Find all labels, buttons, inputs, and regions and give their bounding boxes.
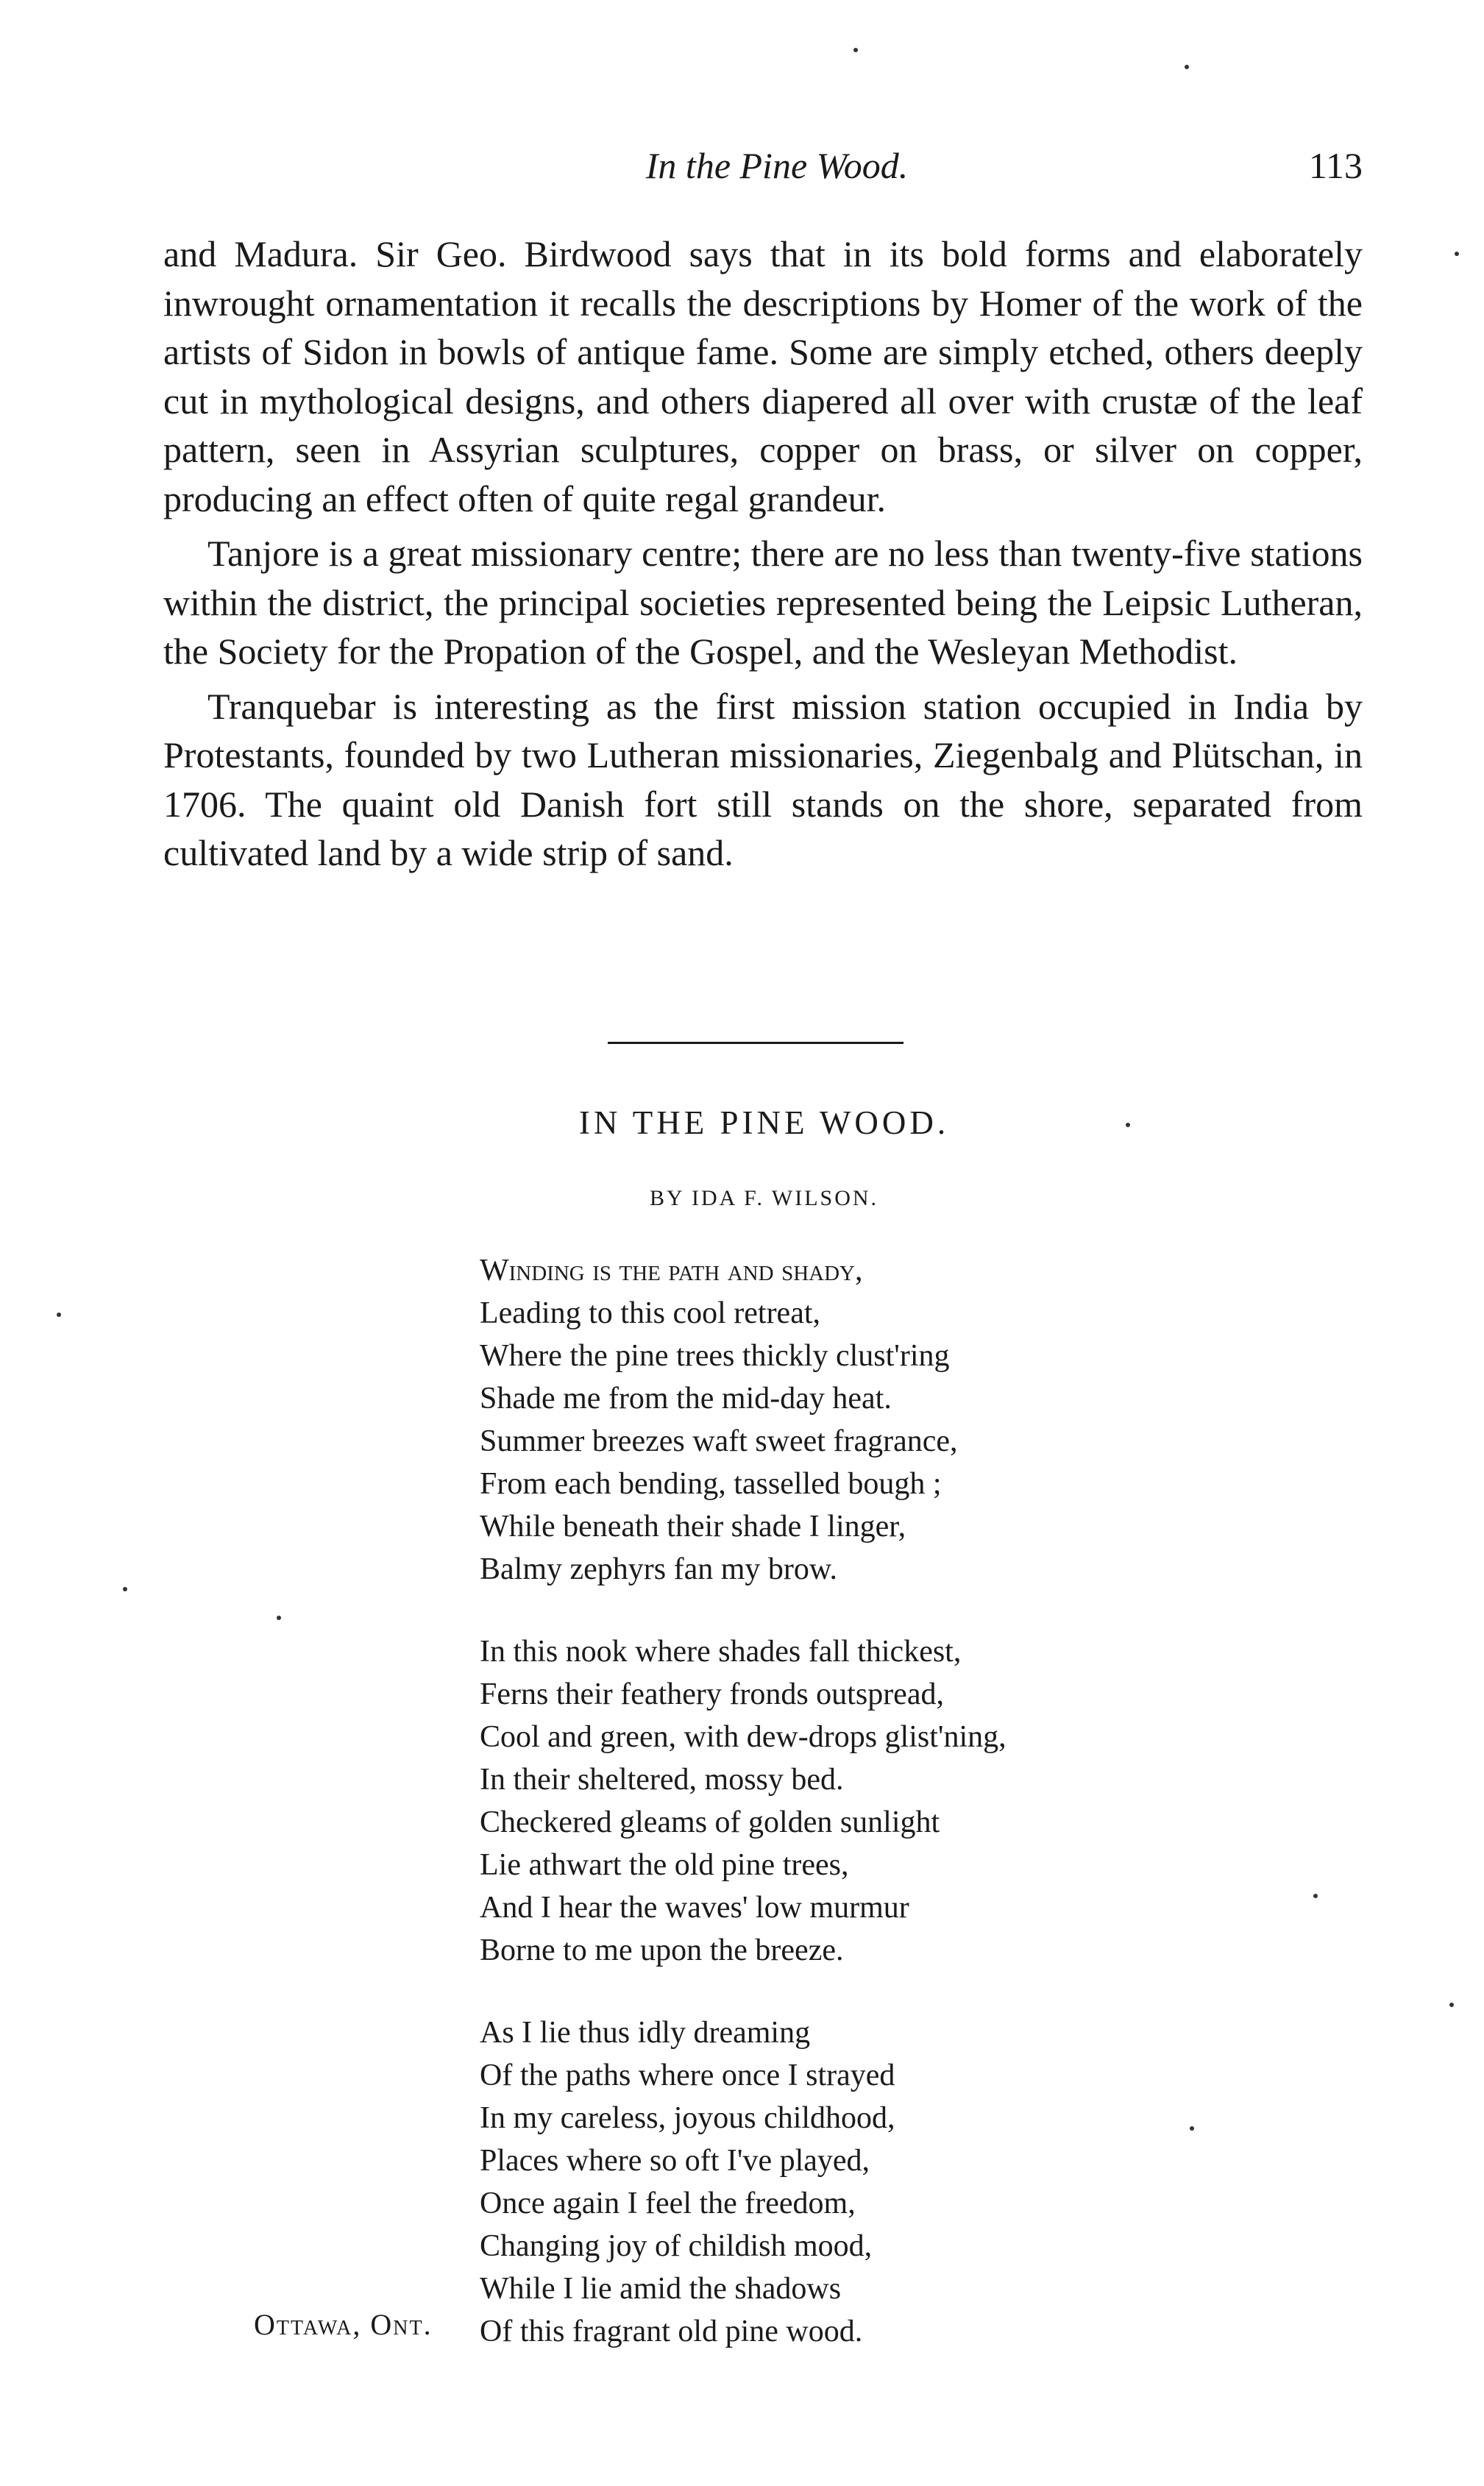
poem-line: Leading to this cool retreat, [480, 1296, 821, 1330]
poem-signoff: Ottawa, Ont. [254, 2308, 433, 2341]
poem-line: While I lie amid the shadows [480, 2272, 842, 2306]
poem-line: Balmy zephyrs fan my brow. [480, 1552, 837, 1586]
poem-line: Changing joy of childish mood, [480, 2229, 873, 2263]
poem-line: Cool and green, with dew-drops glist'ning, [480, 1720, 1007, 1754]
poem-line: Where the pine trees thickly clust'ring [480, 1339, 950, 1373]
poem-title: IN THE PINE WOOD. [578, 1104, 950, 1141]
scan-speck [277, 1616, 281, 1620]
paragraph: and Madura. Sir Geo. Birdwood says that in its bold forms and elaborately inwrought ornamentation it recalls the descriptions by Homer of the work of the artists of Sidon in bowls of antique fame. Some are simply etched, others deeply cut in mythological designs, and others diapered all over with crustæ of the leaf pattern, seen in Assyrian sculptures, copper on brass, or silver on copper, producing an effect often of quite regal grandeur. [163, 233, 1363, 519]
stanza [480, 1630, 1215, 1972]
running-head [162, 136, 1363, 195]
poem-line: While beneath their shade I linger, [480, 1510, 906, 1544]
poem-line: In their sheltered, mossy bed. [480, 1763, 844, 1797]
poem-body [480, 1249, 1215, 2393]
running-title: In the Pine Wood. [645, 145, 909, 186]
scan-speck [123, 1587, 127, 1591]
poem-line: As I lie thus idly dreaming [480, 2016, 811, 2050]
scan-speck [1185, 65, 1189, 69]
scan-speck [1313, 1894, 1318, 1898]
scan-speck [57, 1313, 61, 1317]
scan-speck [1449, 2003, 1454, 2007]
poem-line: And I hear the waves' low murmur [480, 1891, 909, 1925]
scan-speck [1455, 252, 1459, 256]
page-number: 113 [1308, 145, 1363, 186]
poem-line: Shade me from the mid-day heat. [480, 1382, 892, 1416]
poem-line: Summer breezes waft sweet fragrance, [480, 1424, 958, 1458]
paragraph: Tranquebar is interesting as the first mission station occupied in India by Protestants, founded by two Lutheran missionaries, Ziegenbalg and Plütschan, in 1706. The quaint old Danish fort still stands on the shore, separated from cultivated land by a wide strip of sand. [163, 685, 1363, 873]
poem-byline: BY IDA F. WILSON. [649, 1186, 879, 1210]
poem-line: Of the paths where once I strayed [480, 2059, 895, 2092]
poem-line: In my careless, joyous childhood, [480, 2101, 895, 2135]
poem-line: Lie athwart the old pine trees, [480, 1848, 849, 1882]
poem-line: Once again I feel the freedom, [480, 2187, 856, 2220]
scan-speck [1126, 1123, 1130, 1127]
section-divider [608, 1042, 903, 1044]
poem-line: Ferns their feathery fronds outspread, [480, 1677, 944, 1711]
stanza [480, 1249, 1215, 1591]
prose-section [163, 230, 1363, 884]
poem-line: Borne to me upon the breeze. [480, 1933, 844, 1967]
paragraph: Tanjore is a great missionary centre; there are no less than twenty-five stations within the district, the principal societies represented being the Leipsic Lutheran, the Society for the Propation of the Gospel, and the Wesleyan Methodist. [163, 533, 1363, 672]
scan-speck [853, 48, 858, 52]
poem-line: Checkered gleams of golden sunlight [480, 1805, 940, 1839]
poem-line: Of this fragrant old pine wood. [480, 2315, 863, 2348]
scan-speck [1190, 2126, 1194, 2131]
poem-line: In this nook where shades fall thickest, [480, 1635, 962, 1669]
stanza [480, 2011, 1215, 2353]
poem-line: From each bending, tasselled bough ; [480, 1467, 942, 1501]
poem-line: Winding is the path and shady, [480, 1254, 863, 1288]
poem-line: Places where so oft I've played, [480, 2144, 870, 2178]
